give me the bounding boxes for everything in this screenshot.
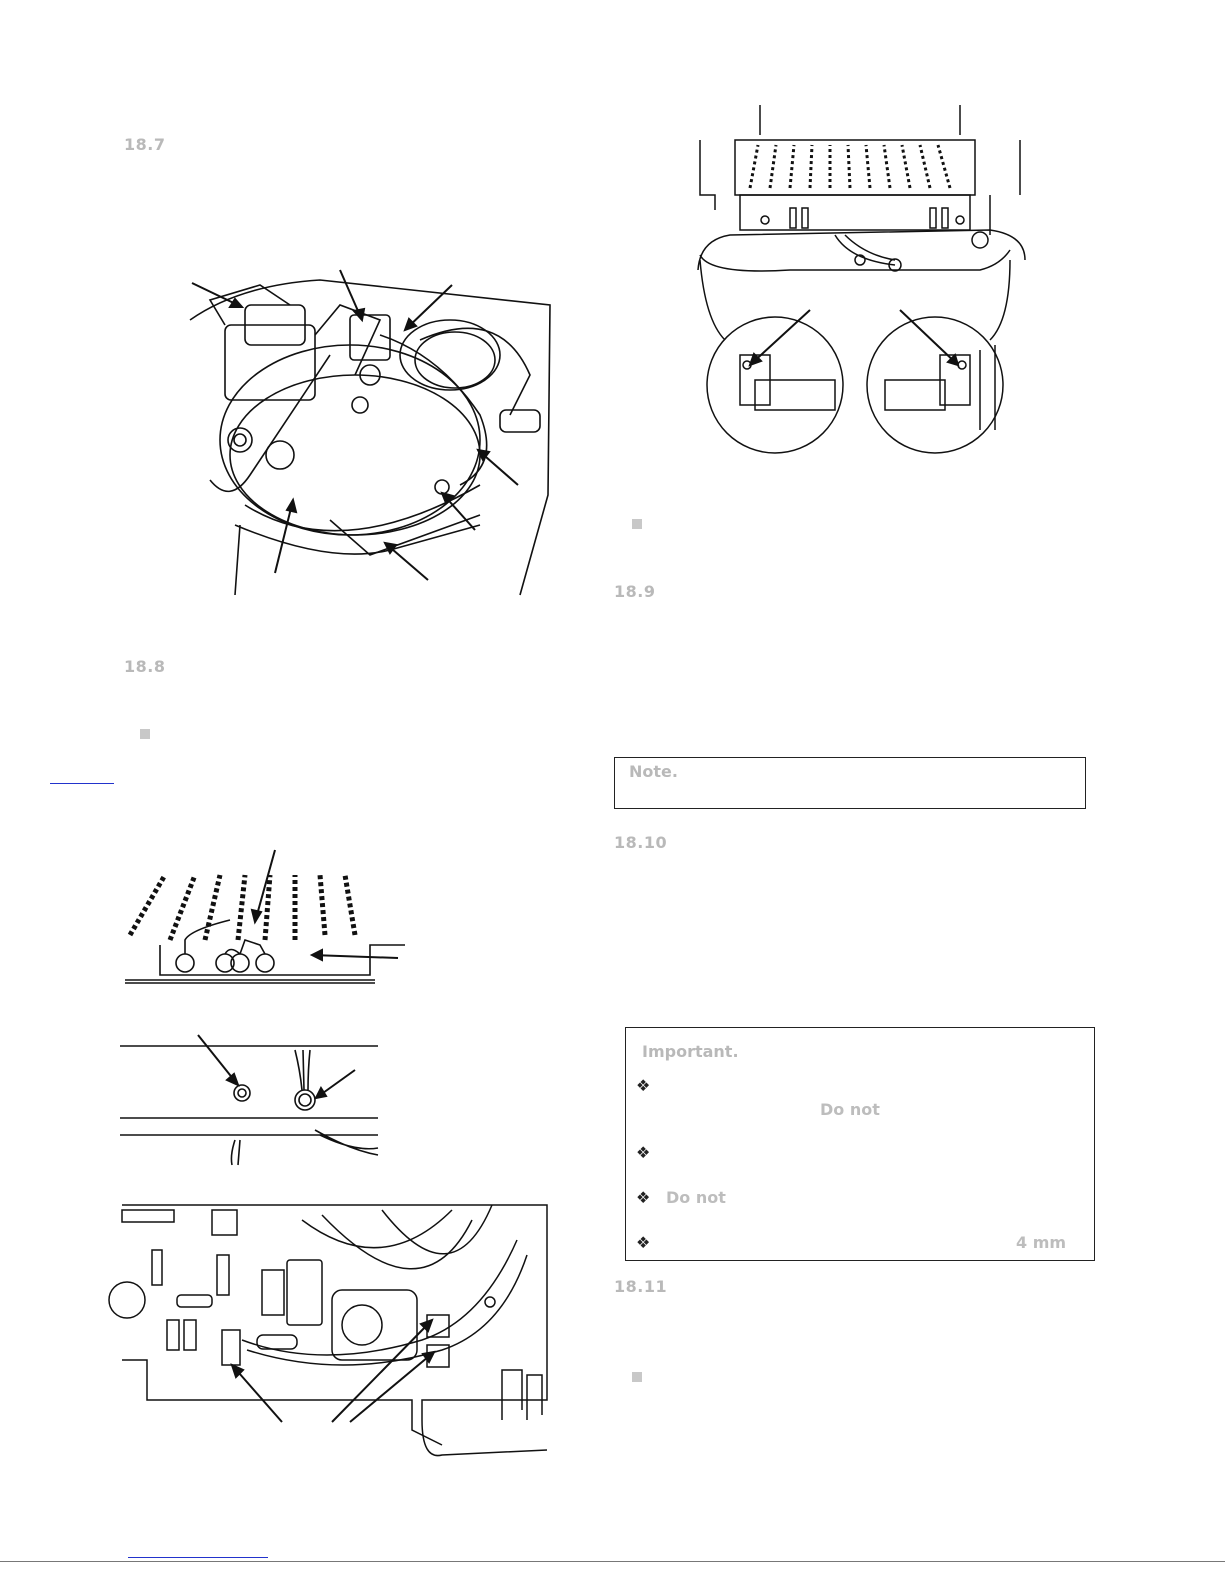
- page-link-underline[interactable]: [50, 783, 114, 784]
- do-not-text-1: Do not: [820, 1100, 880, 1119]
- burner-electrodes-illustration: [120, 850, 405, 985]
- diamond-bullet-icon: ❖: [636, 1188, 651, 1207]
- section-heading-18-8: 18.8: [124, 657, 166, 676]
- section-heading-18-7: 18.7: [124, 135, 166, 154]
- bullet-square-icon: [632, 1372, 642, 1382]
- diamond-bullet-icon: ❖: [636, 1143, 651, 1162]
- section-heading-18-11: 18.11: [614, 1277, 668, 1296]
- fan-assembly-illustration: [180, 265, 555, 600]
- sump-grommet-illustration: [120, 1030, 390, 1170]
- bullet-square-icon: [140, 729, 150, 739]
- measurement-text: 4 mm: [1016, 1233, 1067, 1252]
- section-heading-18-9: 18.9: [614, 582, 656, 601]
- diamond-bullet-icon: ❖: [636, 1076, 651, 1095]
- heat-exchanger-illustration: [690, 100, 1030, 460]
- do-not-text-2: Do not: [666, 1188, 726, 1207]
- important-title: Important.: [642, 1042, 739, 1061]
- pcb-connections-illustration: [122, 1200, 552, 1460]
- bullet-square-icon: [632, 519, 642, 529]
- important-box: [625, 1027, 1095, 1261]
- note-box: [614, 757, 1086, 809]
- diamond-bullet-icon: ❖: [636, 1233, 651, 1252]
- section-heading-18-10: 18.10: [614, 833, 668, 852]
- footer-rule: [0, 1561, 1225, 1562]
- footer-link-underline[interactable]: [128, 1557, 268, 1558]
- note-title: Note.: [629, 762, 678, 781]
